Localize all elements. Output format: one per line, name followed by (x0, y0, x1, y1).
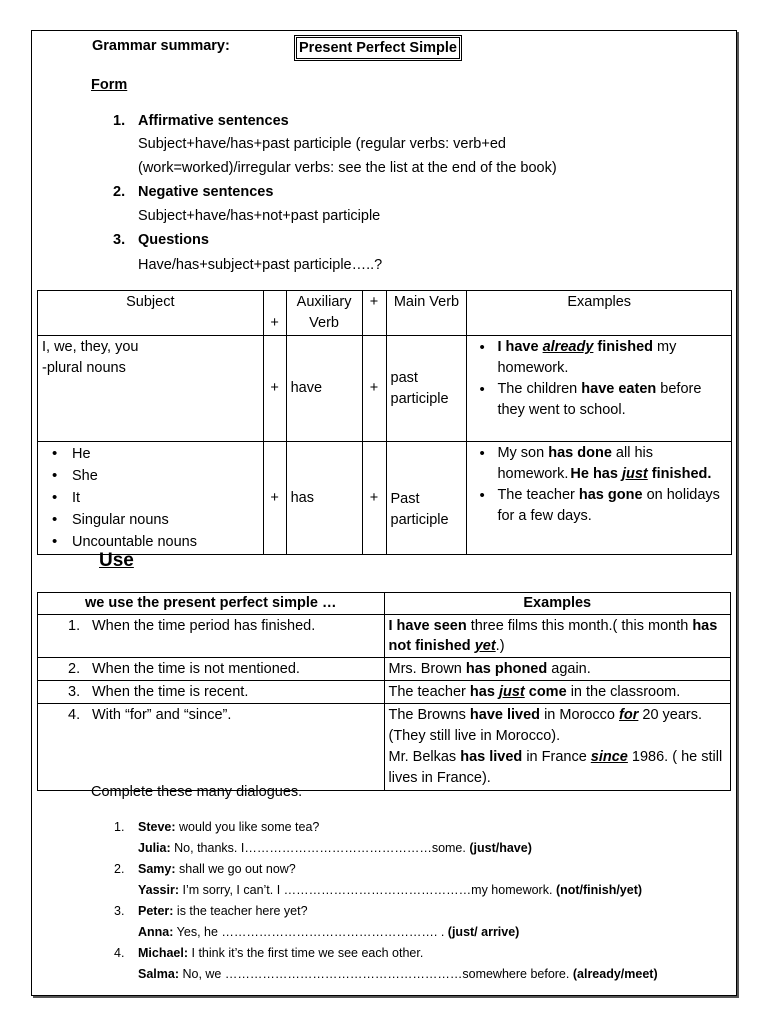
row-singular-main: Past participle (386, 442, 467, 555)
use-header-examples: Examples (384, 593, 731, 615)
dialogue-4: 4. Michael: I think it’s the first time we see each other. Salma: No, we …………………………………………………somewhere before. (already/meet) (114, 946, 658, 981)
subject-she: • She (42, 465, 259, 487)
header-plus-2: + (362, 291, 386, 336)
row-plural-plus-2: + (362, 336, 386, 442)
form-item-1-title: Affirmative sentences (138, 113, 289, 129)
example-singular-1: • My son has done all his homework. He has just finished. (471, 443, 727, 485)
dialogue-3: 3. Peter: is the teacher here yet? Anna: Yes, he ……………………………………………. . (just/ arrive) (114, 904, 520, 939)
use-rule-1: 1. When the time period has finished. (38, 615, 385, 658)
form-item-1-line-1: Subject+have/has+past participle (regular verbs: verb+ed (138, 136, 506, 152)
form-table-row-singular (38, 442, 732, 555)
row-plural-aux: have (286, 336, 362, 442)
use-rule-3: 3. When the time is recent. (38, 681, 385, 704)
row-singular-aux: has (286, 442, 362, 555)
use-header-rule: we use the present perfect simple … (38, 593, 385, 615)
use-example-1: I have seen three films this month.( this month has not finished yet.) (384, 615, 731, 658)
row-plural-examples (467, 336, 732, 442)
form-item-2-number: 2. (113, 184, 126, 200)
header-main-verb: Main Verb (386, 291, 467, 336)
header-plus-1: + (263, 291, 286, 336)
form-item-3-title: Questions (138, 232, 209, 248)
subject-it: • It (42, 487, 259, 509)
example-plural-1: • I have already finished my homework. (471, 337, 727, 379)
form-table-row-plural (38, 336, 732, 442)
form-table-header-row (38, 291, 732, 336)
example-singular-2: • The teacher has gone on holidays for a few days. (471, 485, 727, 527)
row-plural-main: past participle (386, 336, 467, 442)
form-item-1-number: 1. (113, 113, 126, 129)
use-row-3 (38, 681, 731, 704)
use-row-1 (38, 615, 731, 658)
form-table (37, 290, 732, 555)
use-example-2: Mrs. Brown has phoned again. (384, 658, 731, 681)
form-item-3-number: 3. (113, 232, 126, 248)
form-heading: Form (91, 77, 128, 93)
use-rule-4: 4. With “for” and “since”. (38, 704, 385, 791)
use-example-4: The Browns have lived in Morocco for 20 years. (They still live in Morocco). Mr. Belkas has lived in France since 1986. ( he still lives in France). (384, 704, 731, 791)
subject-line-2: -plural nouns (42, 360, 126, 376)
use-table (37, 592, 731, 791)
page-title: Present Perfect Simple (296, 37, 460, 59)
grammar-summary-label: Grammar summary: (92, 38, 230, 54)
use-row-4 (38, 704, 731, 791)
use-row-2 (38, 658, 731, 681)
form-item-2-line-1: Subject+have/has+not+past participle (138, 208, 381, 224)
header-examples: Examples (467, 291, 732, 336)
use-rule-2: 2. When the time is not mentioned. (38, 658, 385, 681)
form-item-2-title: Negative sentences (138, 184, 274, 200)
form-item-3-line-1: Have/has+subject+past participle…..? (138, 257, 383, 273)
subject-uncountable-nouns: • Uncountable nouns (42, 531, 259, 553)
row-singular-examples (467, 442, 732, 555)
header-subject: Subject (38, 291, 264, 336)
form-item-1-line-2: (work=worked)/irregular verbs: see the list at the end of the book) (138, 160, 557, 176)
subject-he: • He (42, 443, 259, 465)
row-singular-subject (38, 442, 264, 555)
header-auxiliary-verb: Auxiliary Verb (286, 291, 362, 336)
row-singular-plus-2: + (362, 442, 386, 555)
row-plural-plus-1: + (263, 336, 286, 442)
dialogue-2: 2. Samy: shall we go out now? Yassir: I’m sorry, I can’t. I ………………………………………my homework. (not/finish/yet) (114, 862, 643, 897)
dialogue-1: 1. Steve: would you like some tea? Julia: No, thanks. I………………………………………some. (just/have) (114, 820, 532, 855)
use-heading: Use (99, 550, 134, 571)
dialogue-list (114, 817, 714, 985)
example-plural-2: • The children have eaten before they went to school. (471, 379, 727, 421)
subject-singular-nouns: • Singular nouns (42, 509, 259, 531)
exercise-instruction: Complete these many dialogues. (91, 784, 303, 800)
use-table-header-row (38, 593, 731, 615)
subject-line-1: I, we, they, you (42, 339, 139, 355)
row-singular-plus-1: + (263, 442, 286, 555)
use-example-3: The teacher has just come in the classroom. (384, 681, 731, 704)
row-plural-subject (38, 336, 264, 442)
